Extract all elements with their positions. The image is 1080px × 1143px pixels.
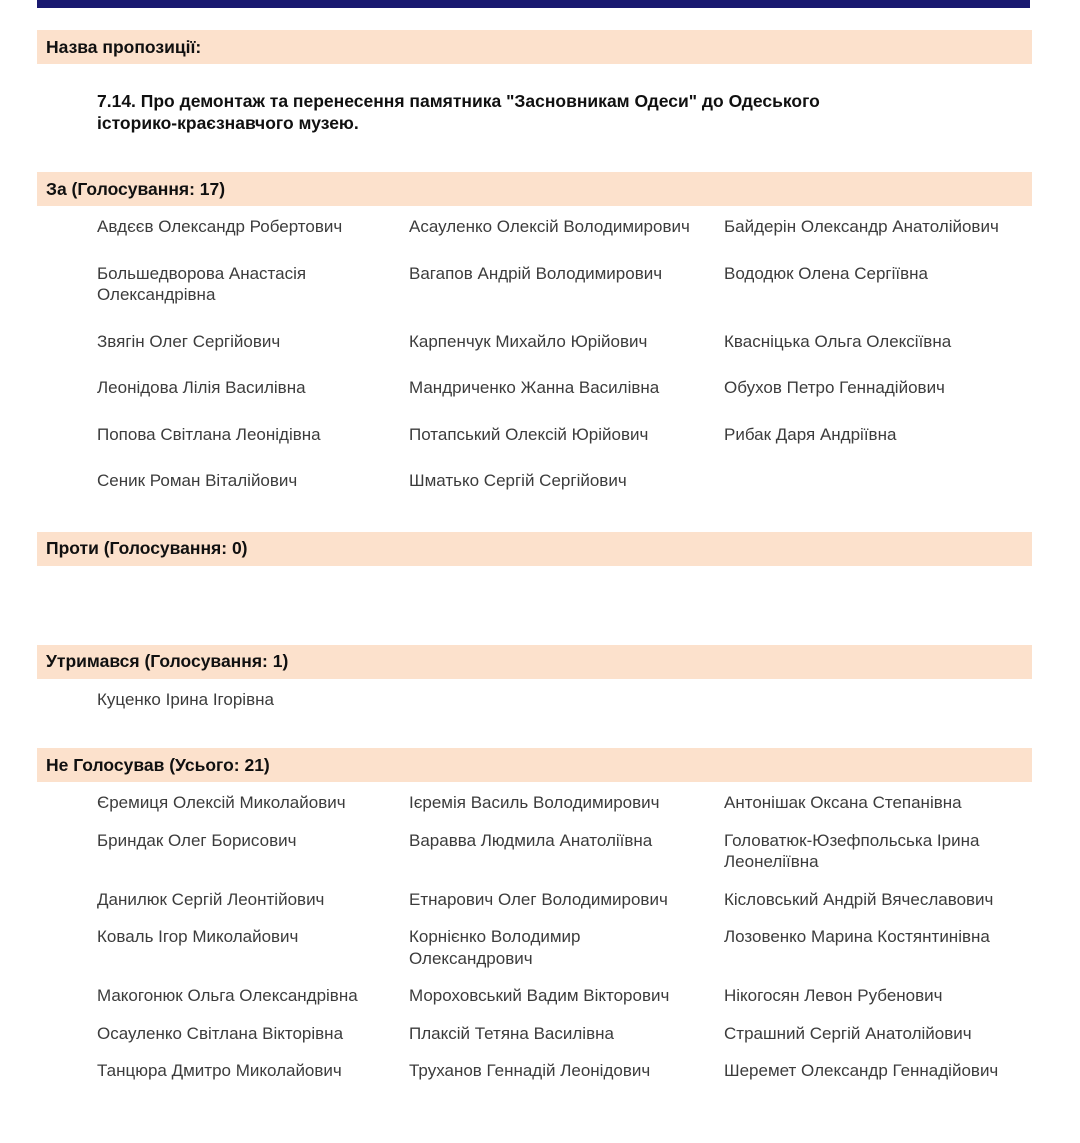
voting-results-document	[37, 0, 1032, 1082]
voter-name: Коваль Ігор Миколайович	[97, 927, 299, 946]
vote-section-header	[37, 748, 1032, 782]
voter-name: Шматько Сергій Сергійович	[409, 471, 627, 490]
voter-name: Антонішак Оксана Степанівна	[724, 793, 962, 812]
voter-name: Бриндак Олег Борисович	[97, 830, 297, 850]
voter-name: Плаксій Тетяна Василівна	[409, 1023, 614, 1043]
voter-name: Осауленко Світлана Вікторівна	[97, 1023, 344, 1043]
voter-name: Сеник Роман Віталійович	[97, 471, 298, 490]
vote-section-title: Не Голосував (Усього: 21)	[46, 754, 270, 775]
voters-grid	[97, 689, 1032, 711]
voter-name: Ієремія Василь Володимирович	[409, 793, 660, 812]
voter-name: Данилюк Сергій Леонтійович	[97, 889, 325, 909]
proposal-text: 7.14. Про демонтаж та перенесення памятника "Засновникам Одеси" до Одеського історико-краєзнавчого музею.	[97, 91, 820, 133]
voter-name: Кісловський Андрій Вячеславович	[724, 889, 994, 909]
vote-section-header	[37, 532, 1032, 566]
voter-name: Страшний Сергій Анатолійович	[724, 1023, 972, 1043]
voter-name: Варавва Людмила Анатоліївна	[409, 830, 653, 850]
voter-name: Вагапов Андрій Володимирович	[409, 263, 663, 283]
voter-name: Леонідова Лілія Василівна	[97, 378, 306, 397]
vote-section-title: Проти (Голосування: 0)	[46, 538, 248, 558]
voter-name: Рибак Даря Андріївна	[724, 424, 897, 444]
vote-sections-container	[37, 172, 1032, 1082]
voter-name: Головатюк-Юзефпольська Ірина Леонеліївна	[724, 830, 980, 871]
voter-name: Авдєєв Олександр Робертович	[97, 217, 343, 236]
vote-section-title: Утримався (Голосування: 1)	[46, 651, 289, 671]
voter-name: Мороховський Вадим Вікторович	[409, 986, 670, 1005]
vote-section	[37, 748, 1032, 1082]
voter-name: Макогонюк Ольга Олександрівна	[97, 986, 358, 1005]
voter-name: Вододюк Олена Сергіївна	[724, 263, 928, 283]
voter-name: Шеремет Олександр Геннадійович	[724, 1061, 999, 1080]
voter-name: Потапський Олексій Юрійович	[409, 424, 649, 444]
voter-name: Байдерін Олександр Анатолійович	[724, 217, 999, 236]
vote-section	[37, 532, 1032, 576]
top-accent-bar	[37, 0, 1030, 8]
voter-name: Большедворова Анастасія Олександрівна	[97, 263, 307, 304]
voter-name: Нікогосян Левон Рубенович	[724, 986, 943, 1005]
proposal-name-header	[37, 30, 1032, 64]
proposal-name-label: Назва пропозиції:	[46, 36, 202, 57]
voter-name: Корнієнко Володимир Олександрович	[409, 927, 581, 968]
voter-name: Квасніцька Ольга Олексіївна	[724, 331, 952, 351]
voter-name: Асауленко Олексій Володимирович	[409, 217, 690, 236]
vote-section-title: За (Голосування: 17)	[46, 178, 226, 199]
voter-name: Звягін Олег Сергійович	[97, 331, 281, 351]
vote-section	[37, 172, 1032, 492]
vote-section-header	[37, 645, 1032, 679]
voter-name: Карпенчук Михайло Юрійович	[409, 331, 648, 351]
voter-name: Етнарович Олег Володимирович	[409, 889, 668, 909]
voters-grid	[97, 216, 1032, 492]
voter-name: Танцюра Дмитро Миколайович	[97, 1061, 342, 1080]
voter-name: Обухов Петро Геннадійович	[724, 378, 945, 397]
voter-name: Попова Світлана Леонідівна	[97, 424, 321, 444]
voter-name: Єремиця Олексій Миколайович	[97, 793, 346, 812]
voters-grid	[97, 792, 1032, 1082]
voter-name: Труханов Геннадій Леонідович	[409, 1061, 651, 1080]
voter-name: Куценко Ірина Ігорівна	[97, 689, 274, 709]
vote-section	[37, 645, 1032, 711]
vote-section-header	[37, 172, 1032, 206]
voter-name: Лозовенко Марина Костянтинівна	[724, 927, 990, 946]
voter-name: Мандриченко Жанна Василівна	[409, 378, 660, 397]
